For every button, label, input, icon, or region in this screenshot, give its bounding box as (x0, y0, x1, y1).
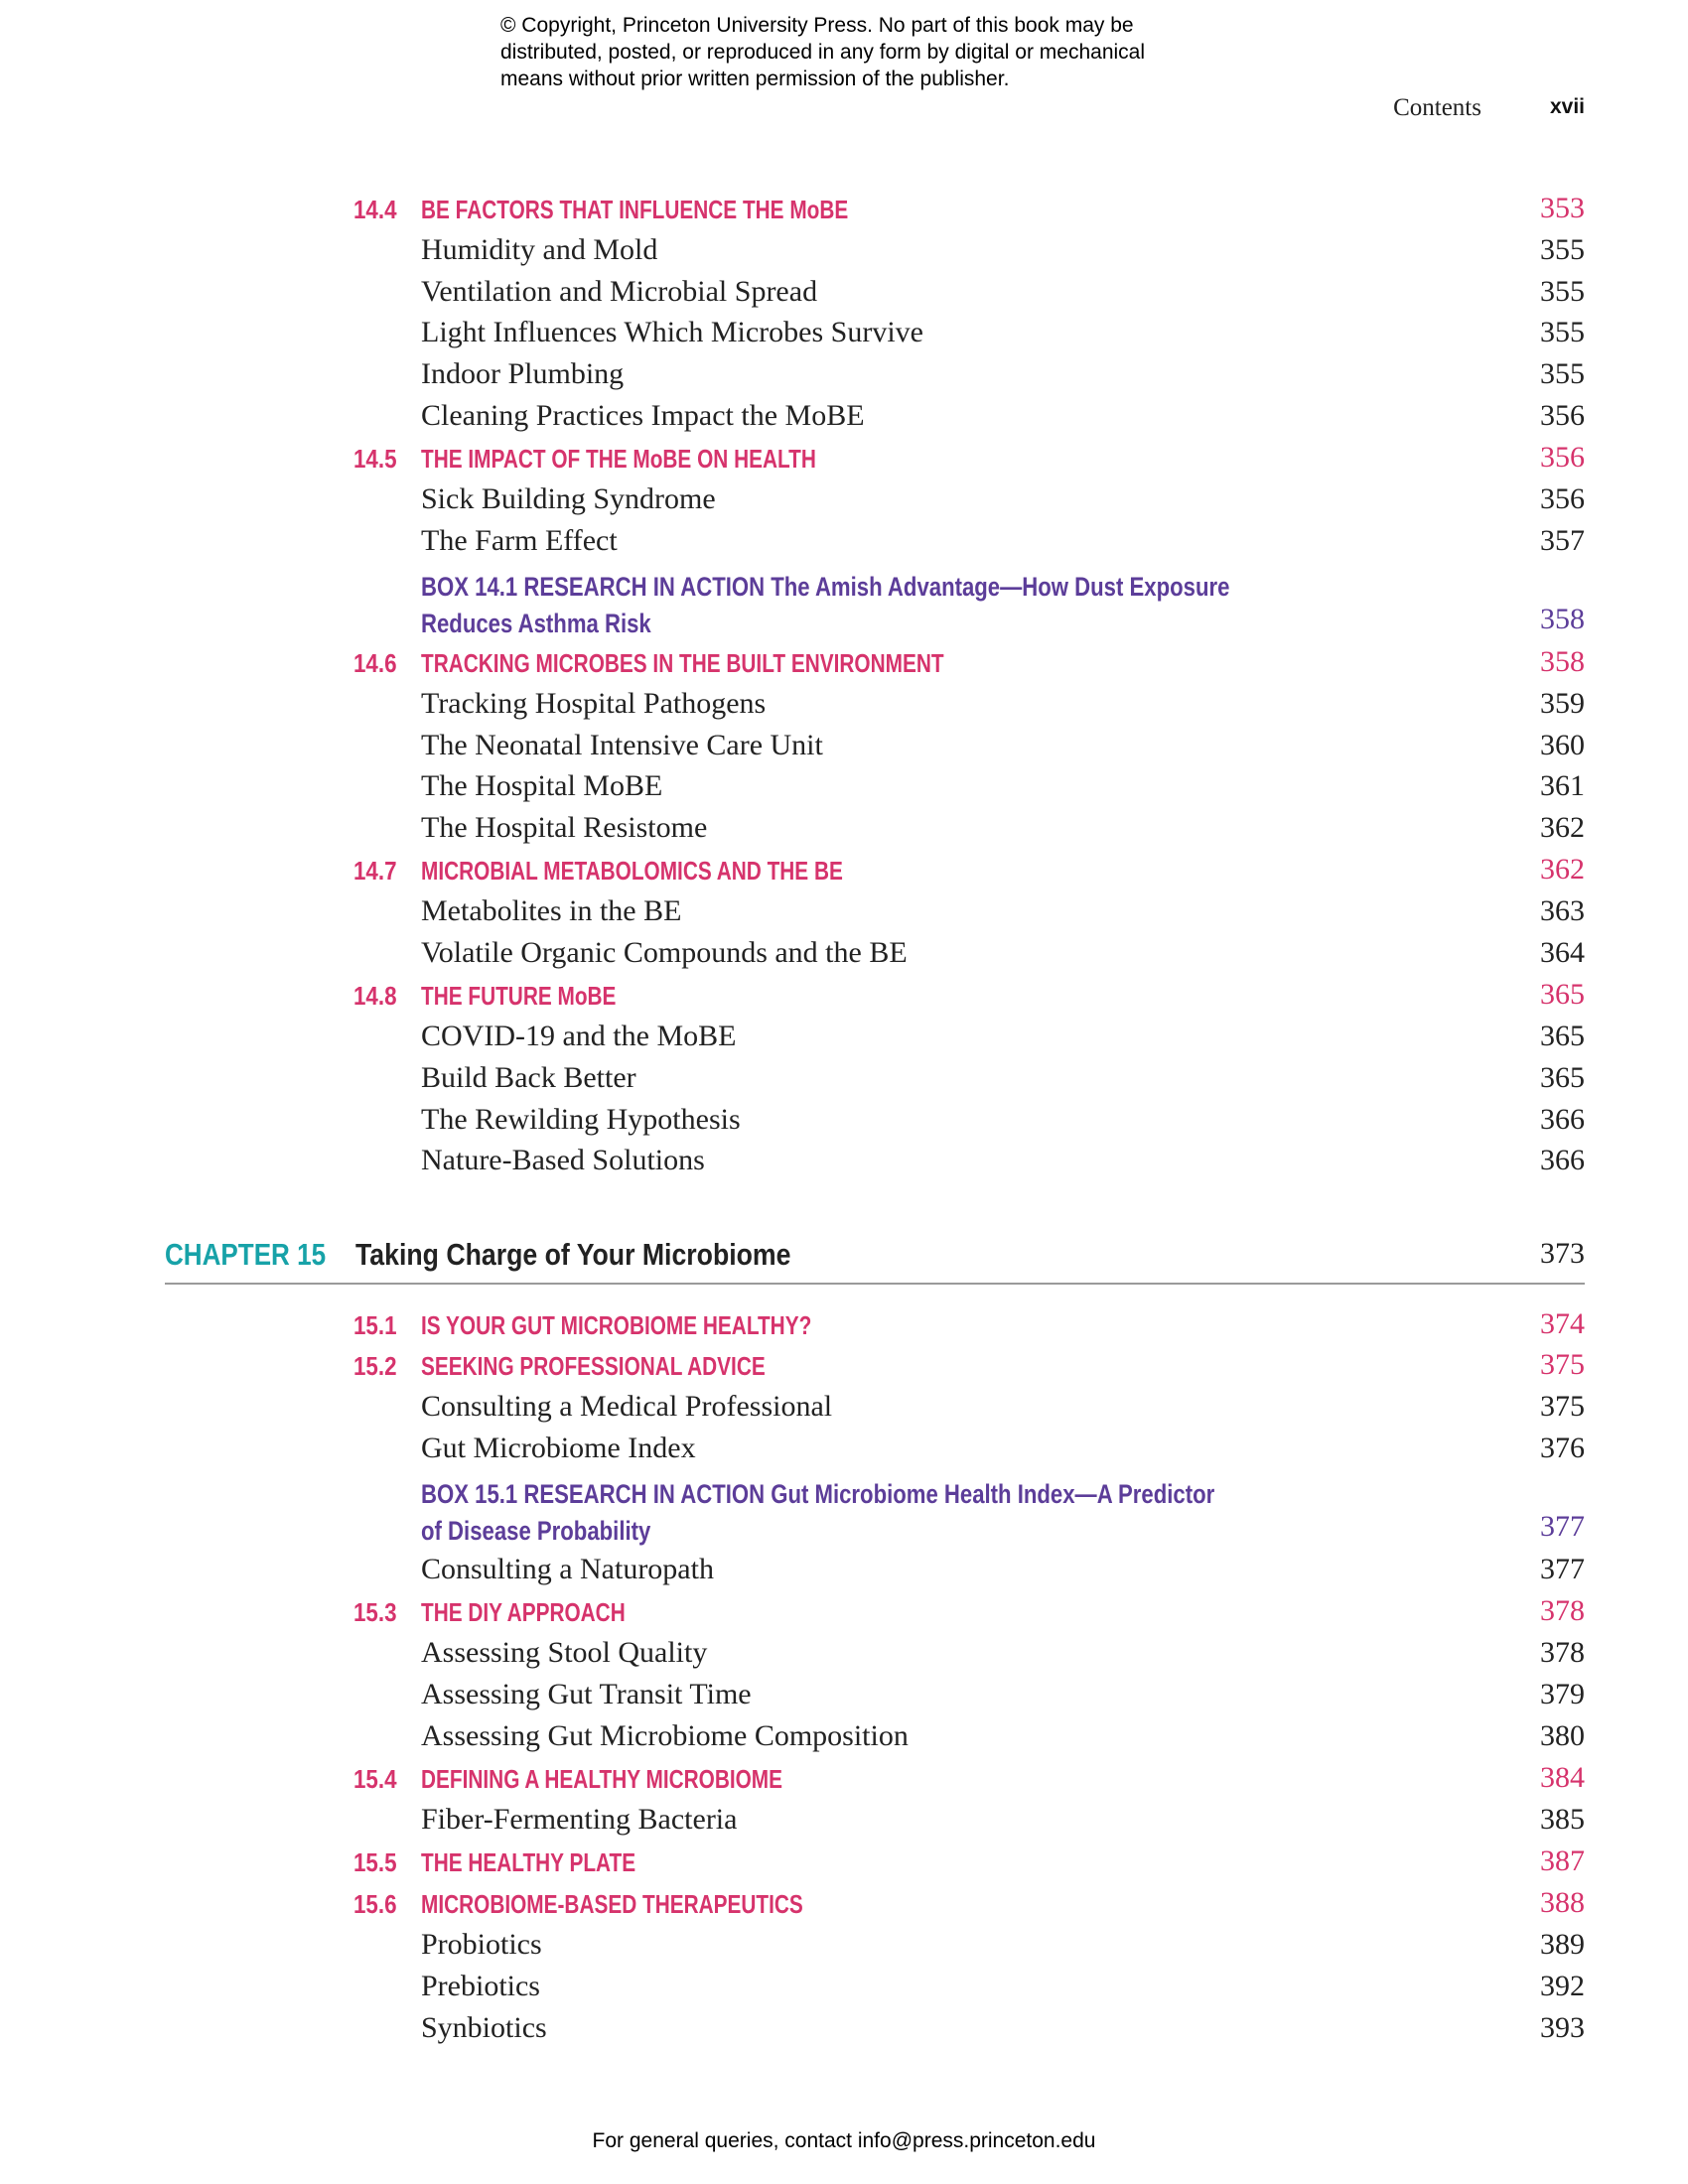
subsection-title: Light Influences Which Microbes Survive (421, 316, 923, 348)
section-page: 365 (1540, 978, 1585, 1011)
subsection-page: 364 (1540, 936, 1585, 969)
toc-subsection-row[interactable] (0, 811, 1688, 856)
toc-subsection-row[interactable] (0, 1970, 1688, 2014)
section-number: 14.6 (353, 648, 397, 678)
subsection-title: Sick Building Syndrome (421, 482, 716, 515)
running-head (1291, 94, 1585, 128)
toc-subsection-row[interactable] (0, 1103, 1688, 1148)
section-title: IS YOUR GUT MICROBIOME HEALTHY? (421, 1310, 812, 1340)
section-title: TRACKING MICROBES IN THE BUILT ENVIRONMENT (421, 648, 944, 678)
section-title: SEEKING PROFESSIONAL ADVICE (421, 1351, 766, 1381)
toc-section-row[interactable] (0, 1761, 1688, 1806)
toc-subsection-row[interactable] (0, 357, 1688, 402)
subsection-title: Assessing Gut Transit Time (421, 1678, 752, 1710)
section-page: 388 (1540, 1886, 1585, 1919)
subsection-page: 361 (1540, 769, 1585, 802)
toc-section-row[interactable] (0, 1307, 1688, 1352)
copyright-line: means without prior written permission of the publisher. (500, 68, 1010, 90)
toc-section-row[interactable] (0, 1886, 1688, 1931)
subsection-title: Metabolites in the BE (421, 894, 682, 927)
toc-subsection-row[interactable] (0, 1020, 1688, 1064)
toc-subsection-row[interactable] (0, 769, 1688, 814)
section-number: 15.4 (353, 1764, 397, 1794)
toc-subsection-row[interactable] (0, 482, 1688, 527)
toc-subsection-row[interactable] (0, 894, 1688, 939)
subsection-title: The Hospital MoBE (421, 769, 663, 802)
toc-section-row[interactable] (0, 1594, 1688, 1639)
subsection-page: 385 (1540, 1803, 1585, 1836)
toc-subsection-row[interactable] (0, 1144, 1688, 1188)
subsection-page: 356 (1540, 482, 1585, 515)
section-title: THE HEALTHY PLATE (421, 1847, 636, 1877)
subsection-page: 365 (1540, 1061, 1585, 1094)
box-title-line: BOX 15.1 RESEARCH IN ACTION Gut Microbiome Health Index—A Predictor (421, 1479, 1215, 1509)
section-page: 375 (1540, 1348, 1585, 1381)
toc-subsection-row[interactable] (0, 1678, 1688, 1722)
section-number: 15.5 (353, 1847, 397, 1877)
subsection-title: The Farm Effect (421, 524, 618, 557)
section-number: 15.1 (353, 1310, 397, 1340)
subsection-page: 366 (1540, 1103, 1585, 1136)
toc-subsection-row[interactable] (0, 1390, 1688, 1434)
box-title-line: of Disease Probability (421, 1516, 651, 1546)
toc-section-row[interactable] (0, 978, 1688, 1023)
toc-subsection-row[interactable] (0, 1553, 1688, 1597)
toc-subsection-row[interactable] (0, 1803, 1688, 1847)
subsection-title: Cleaning Practices Impact the MoBE (421, 399, 865, 432)
section-number: 15.6 (353, 1889, 397, 1919)
section-number: 14.4 (353, 195, 397, 224)
toc-subsection-row[interactable] (0, 1434, 1688, 1476)
subsection-page: 389 (1540, 1928, 1585, 1961)
chapter-title: Taking Charge of Your Microbiome (355, 1237, 791, 1272)
subsection-page: 375 (1540, 1390, 1585, 1423)
toc-subsection-row[interactable] (0, 524, 1688, 569)
subsection-title: Nature-Based Solutions (421, 1144, 705, 1176)
toc-section-row[interactable] (0, 441, 1688, 485)
toc-section-row[interactable] (0, 1844, 1688, 1889)
section-page: 356 (1540, 441, 1585, 474)
toc-subsection-row[interactable] (0, 2011, 1688, 2056)
section-title: THE IMPACT OF THE MoBE ON HEALTH (421, 444, 816, 474)
toc-subsection-row[interactable] (0, 936, 1688, 981)
section-title: MICROBIAL METABOLOMICS AND THE BE (421, 856, 843, 886)
copyright-line: distributed, posted, or reproduced in any form by digital or mechanical (500, 41, 1146, 64)
copyright-notice (500, 12, 1255, 92)
subsection-page: 355 (1540, 275, 1585, 308)
subsection-title: Synbiotics (421, 2011, 547, 2044)
section-title: MICROBIOME-BASED THERAPEUTICS (421, 1889, 803, 1919)
subsection-page: 380 (1540, 1719, 1585, 1752)
toc-section-row[interactable] (0, 645, 1688, 690)
toc-subsection-row[interactable] (0, 1061, 1688, 1106)
subsection-title: COVID-19 and the MoBE (421, 1020, 737, 1052)
subsection-title: Consulting a Medical Professional (421, 1390, 833, 1423)
chapter-label: CHAPTER 15 (165, 1237, 327, 1272)
section-page: 374 (1540, 1307, 1585, 1340)
subsection-page: 355 (1540, 357, 1585, 390)
subsection-page: 366 (1540, 1144, 1585, 1176)
running-head-label: Contents (1393, 94, 1481, 121)
subsection-page: 357 (1540, 524, 1585, 557)
section-number: 15.3 (353, 1597, 397, 1627)
subsection-page: 379 (1540, 1678, 1585, 1710)
toc-subsection-row[interactable] (0, 275, 1688, 320)
toc-section-row[interactable] (0, 1348, 1688, 1393)
toc-subsection-row[interactable] (0, 399, 1688, 444)
subsection-page: 356 (1540, 399, 1585, 432)
section-number: 14.8 (353, 981, 397, 1011)
section-number: 14.5 (353, 444, 397, 474)
subsection-page: 355 (1540, 233, 1585, 266)
copyright-line: © Copyright, Princeton University Press. No part of this book may be (500, 14, 1134, 37)
subsection-title: Probiotics (421, 1928, 542, 1961)
subsection-title: Humidity and Mold (421, 233, 658, 266)
subsection-page: 359 (1540, 687, 1585, 720)
toc-section-row[interactable] (0, 853, 1688, 897)
box-page: 358 (1540, 603, 1585, 635)
subsection-page: 363 (1540, 894, 1585, 927)
section-number: 15.2 (353, 1351, 397, 1381)
section-page: 387 (1540, 1844, 1585, 1877)
box-title-line: Reduces Asthma Risk (421, 609, 651, 638)
subsection-page: 362 (1540, 811, 1585, 844)
footer-contact: For general queries, contact info@press.princeton.edu (592, 2129, 1096, 2152)
subsection-page: 355 (1540, 316, 1585, 348)
subsection-page: 360 (1540, 729, 1585, 761)
section-page: 353 (1540, 192, 1585, 224)
subsection-page: 377 (1540, 1553, 1585, 1585)
box-title-line: BOX 14.1 RESEARCH IN ACTION The Amish Advantage—How Dust Exposure (421, 572, 1230, 602)
subsection-page: 393 (1540, 2011, 1585, 2044)
section-title: THE FUTURE MoBE (421, 981, 617, 1011)
toc-subsection-row[interactable] (0, 233, 1688, 278)
subsection-page: 376 (1540, 1432, 1585, 1464)
subsection-title: Tracking Hospital Pathogens (421, 687, 767, 720)
toc-subsection-row[interactable] (0, 1636, 1688, 1681)
subsection-title: Indoor Plumbing (421, 357, 625, 390)
section-title: THE DIY APPROACH (421, 1597, 626, 1627)
section-page: 378 (1540, 1594, 1585, 1627)
toc-chapter-row[interactable] (0, 1237, 1688, 1287)
toc-box-row[interactable] (0, 569, 1688, 646)
subsection-page: 365 (1540, 1020, 1585, 1052)
subsection-page: 378 (1540, 1636, 1585, 1669)
section-number: 14.7 (353, 856, 397, 886)
subsection-title: Consulting a Naturopath (421, 1553, 714, 1585)
section-page: 362 (1540, 853, 1585, 886)
section-page: 384 (1540, 1761, 1585, 1794)
subsection-title: Fiber-Fermenting Bacteria (421, 1803, 738, 1836)
toc-subsection-row[interactable] (0, 687, 1688, 732)
subsection-title: Assessing Stool Quality (421, 1636, 708, 1669)
subsection-title: Prebiotics (421, 1970, 540, 2002)
toc-box-row[interactable] (0, 1476, 1688, 1554)
subsection-title: Assessing Gut Microbiome Composition (421, 1719, 909, 1752)
subsection-title: Volatile Organic Compounds and the BE (421, 936, 908, 969)
subsection-page: 392 (1540, 1970, 1585, 2002)
subsection-title: Gut Microbiome Index (421, 1432, 696, 1464)
chapter-divider (165, 1283, 1585, 1285)
section-title: DEFINING A HEALTHY MICROBIOME (421, 1764, 782, 1794)
toc-subsection-row[interactable] (0, 729, 1688, 773)
chapter-page: 373 (1540, 1237, 1585, 1270)
subsection-title: Ventilation and Microbial Spread (421, 275, 818, 308)
toc-subsection-row[interactable] (0, 1719, 1688, 1764)
toc-subsection-row[interactable] (0, 316, 1688, 360)
toc-subsection-row[interactable] (0, 1928, 1688, 1973)
section-page: 358 (1540, 645, 1585, 678)
subsection-title: The Neonatal Intensive Care Unit (421, 729, 823, 761)
subsection-title: The Rewilding Hypothesis (421, 1103, 741, 1136)
running-head-page-number: xvii (1549, 95, 1585, 118)
subsection-title: Build Back Better (421, 1061, 636, 1094)
subsection-title: The Hospital Resistome (421, 811, 708, 844)
box-page: 377 (1540, 1510, 1585, 1543)
section-title: BE FACTORS THAT INFLUENCE THE MoBE (421, 195, 849, 224)
toc-section-row[interactable] (0, 192, 1688, 236)
